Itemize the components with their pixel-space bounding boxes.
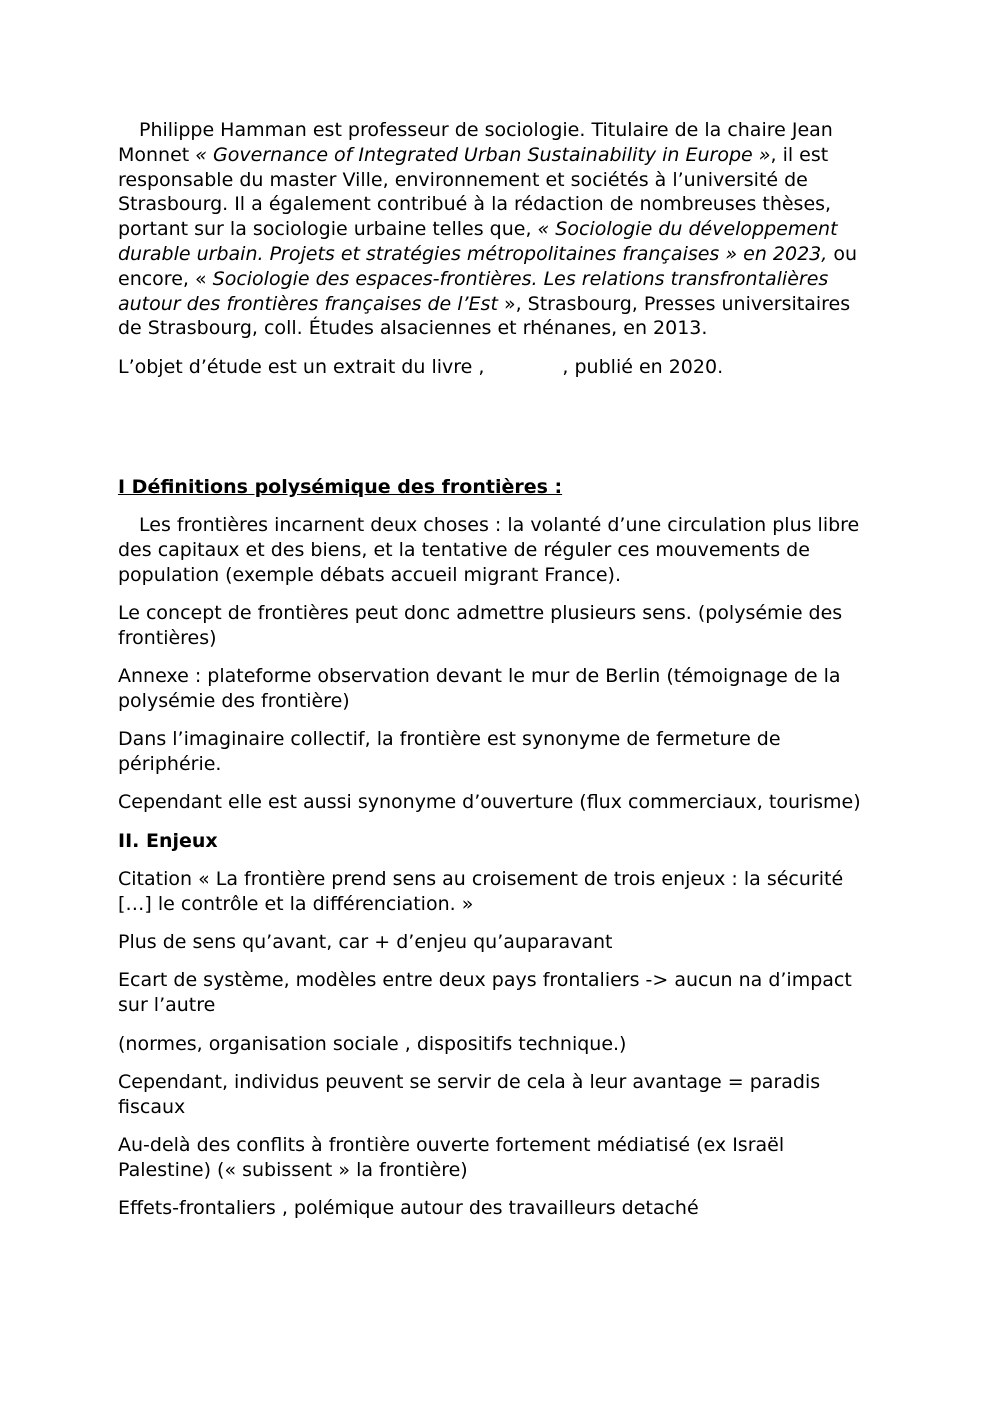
body-paragraph: Effets-frontaliers , polémique autour des travailleurs detaché [118, 1197, 699, 1219]
body-paragraph: Plus de sens qu’avant, car + d’enjeu qu’auparavant [118, 931, 613, 954]
body-paragraph: Citation « La frontière prend sens au croisement de trois enjeux : la sécurité […] le contrôle et la différenciation. » [118, 868, 844, 915]
body-paragraph: Annexe : plateforme observation devant le mur de Berlin (témoignage de la polysémie des frontière) [118, 665, 841, 713]
body-paragraph: Les frontières incarnent deux choses : la volanté d’une circulation plus libre des capitaux et des biens, et la tentative de réguler ces mouvements de population (exemple débats accueil migrant France). [118, 514, 860, 586]
section-2-heading: II. Enjeux [118, 829, 218, 852]
body-paragraph: Au-delà des conflits à frontière ouverte fortement médiatisé (ex Israël Palestine) (« subissent » la frontière) [118, 1133, 785, 1181]
body-paragraph: Cependant elle est aussi synonyme d’ouverture (flux commerciaux, tourisme) [118, 791, 861, 814]
section-1-heading: I Définitions polysémique des frontières : [118, 475, 563, 498]
study-object-paragraph: L’objet d’étude est un extrait du livre , , publié en 2020. [118, 355, 724, 378]
chair-title: « Governance of Integrated Urban Sustainability in Europe » [195, 143, 771, 166]
body-paragraph: Cependant, individus peuvent se servir de cela à leur avantage = paradis fiscaux [118, 1070, 821, 1118]
body-paragraph: Dans l’imaginaire collectif, la frontière est synonyme de fermeture de périphérie. [118, 728, 781, 776]
author-bio-paragraph: Philippe Hamman est professeur de sociologie. Titulaire de la chaire Jean Monnet « Governance of Integrated Urban Sustainability in Europe », il est responsable du master Ville, environnement et sociétés à l’université de Strasbourg. Il a également contribué à la rédaction de nombreuses thèses, portant sur la sociologie urbaine telles que, « Sociologie du développement durable urbain. Projets et stratégies métropolitaines françaises » en 2023, ou encore, « Sociologie des espaces-frontières. Les relations transfrontalières autour des frontières françaises de l’Est », Strasbourg, Presses universitaires de Strasbourg, coll. Études alsaciennes et rhénanes, en 2013. [118, 119, 858, 340]
document-page [118, 118, 878, 1234]
body-paragraph: Le concept de frontières peut donc admettre plusieurs sens. (polysémie des frontières) [118, 602, 843, 649]
book-title-2023: « Sociologie du développement durable urbain. Projets et stratégies métropolitaines françaises » en 2023, [118, 218, 838, 265]
body-paragraph: Ecart de système, modèles entre deux pays frontaliers -> aucun na d’impact sur l’autre [118, 969, 852, 1017]
body-paragraph: (normes, organisation sociale , dispositifs technique.) [118, 1032, 627, 1055]
book-title-2013: Sociologie des espaces-frontières. Les relations transfrontalières autour des frontières françaises de l’Est [118, 267, 829, 315]
